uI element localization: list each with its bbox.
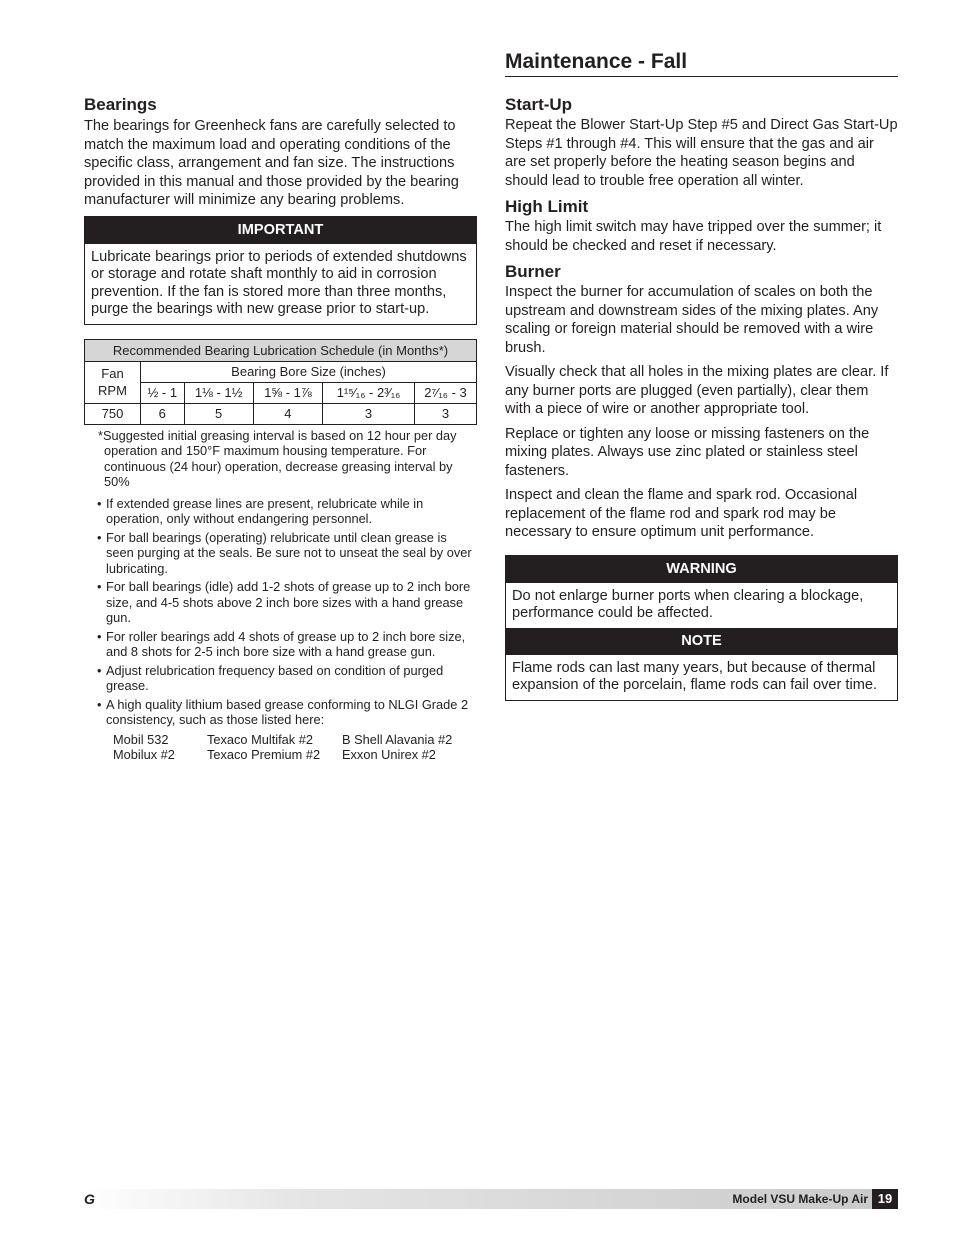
bearings-heading: Bearings: [84, 95, 157, 114]
high-limit-text: The high limit switch may have tripped over the summer; it should be checked and reset if necessary.: [505, 219, 882, 254]
list-item: • A high quality lithium based grease conforming to NLGI Grade 2 consistency, such as those listed here:: [97, 696, 469, 727]
grease-item: Mobilux #2: [113, 747, 175, 762]
bore-size-cell: 1⅛ - 1½: [184, 382, 253, 403]
bore-size-cell: ½ - 1: [141, 382, 185, 403]
grease-item: Exxon Unirex #2: [342, 747, 436, 762]
bearings-text: The bearings for Greenheck fans are carefully selected to match the maximum load and operating conditions of the specific class, arrangement and fan size. The instructions provided in this manual and those provided by the bearing manufacturer will minimize any bearing problems.: [84, 118, 459, 208]
bore-size-cell: 1¹⁵⁄₁₆ - 2³⁄₁₆: [323, 382, 415, 403]
grease-item: B Shell Alavania #2: [342, 731, 453, 747]
warning-note-box: [505, 555, 898, 701]
startup-heading: Start-Up: [505, 95, 573, 114]
important-heading: IMPORTANT: [85, 217, 476, 244]
grease-item: Texaco Premium #2: [207, 747, 321, 762]
burner-paragraph: Visually check that all holes in the mixing plates are clear. If any burner ports are plugged (even partially), clear them with a piece of wire or another appropriate tool.: [505, 364, 889, 417]
bore-size-header: Bearing Bore Size (inches): [141, 361, 477, 382]
grease-list: [113, 732, 477, 763]
high-limit-heading: High Limit: [505, 197, 589, 216]
fan-label: Fan: [101, 366, 124, 381]
grease-item: Mobil 532: [113, 731, 169, 747]
burner-paragraph: Inspect and clean the flame and spark rod. Occasional replacement of the flame rod and spark rod may be necessary to ensure optimum unit performance.: [505, 487, 858, 540]
list-item-text: For ball bearings (operating) relubricate until clean grease is seen purging at the seals. Be sure not to unseat the seal by over lubricating.: [106, 529, 472, 576]
important-box: [84, 216, 477, 325]
rpm-label: RPM: [98, 383, 127, 398]
page-title: Maintenance - Fall: [505, 50, 898, 77]
lubrication-table: [84, 339, 477, 425]
warning-heading: WARNING: [506, 556, 897, 583]
page-footer: [84, 1189, 898, 1209]
startup-text: Repeat the Blower Start-Up Step #5 and Direct Gas Start-Up Steps #1 through #4. This will ensure that the gas and air are set properly before the heating season begins and should lead to trouble free operation all winter.: [505, 117, 898, 189]
list-item-text: If extended grease lines are present, relubricate while in operation, only without endangering personnel.: [106, 495, 424, 526]
list-item: • If extended grease lines are present, relubricate while in operation, only without endangering personnel.: [97, 495, 424, 526]
list-item-text: For ball bearings (idle) add 1-2 shots of grease up to 2 inch bore size, and 4-5 shots above 2 inch bore sizes with a hand grease gun.: [106, 579, 471, 625]
list-item-text: For roller bearings add 4 shots of grease up to 2 inch bore size, and 8 shots for 2-5 inch bore size with a hand grease gun.: [106, 628, 466, 659]
interval-cell: 4: [253, 403, 322, 424]
interval-cell: 6: [141, 403, 185, 424]
grease-item: Texaco Multifak #2: [207, 731, 313, 747]
interval-cell: 3: [415, 403, 477, 424]
list-item-text: A high quality lithium based grease conforming to NLGI Grade 2 consistency, such as those listed here:: [106, 696, 469, 727]
rpm-value-cell: 750: [85, 403, 141, 424]
page-number: 19: [872, 1189, 898, 1209]
right-column: [505, 94, 898, 701]
model-label: Model VSU Make-Up Air: [732, 1192, 868, 1206]
list-item: • For roller bearings add 4 shots of grease up to 2 inch bore size, and 8 shots for 2-5 inch bore size with a hand grease gun.: [97, 628, 466, 659]
burner-paragraph: Replace or tighten any loose or missing fasteners on the mixing plates. Always use zinc plated or stainless steel fasteners.: [505, 425, 870, 479]
list-item: • Adjust relubrication frequency based on condition of purged grease.: [97, 662, 444, 693]
table-caption: Recommended Bearing Lubrication Schedule (in Months*): [85, 339, 477, 361]
interval-cell: 3: [323, 403, 415, 424]
warning-text: Do not enlarge burner ports when clearing a blockage, performance could be affected.: [512, 587, 864, 621]
burner-heading: Burner: [505, 262, 561, 281]
note-text: Flame rods can last many years, but because of thermal expansion of the porcelain, flame rods can fail over time.: [512, 659, 878, 693]
list-item: • For ball bearings (idle) add 1-2 shots of grease up to 2 inch bore size, and 4-5 shots above 2 inch bore sizes with a hand grease gun.: [97, 579, 471, 625]
fan-rpm-header: [85, 361, 141, 403]
note-heading: NOTE: [506, 628, 897, 655]
greenheck-logo: G: [84, 1191, 95, 1207]
left-column: [84, 94, 477, 763]
table-footnote: *Suggested initial greasing interval is based on 12 hour per day operation and 150°F maximum housing temperature. For continuous (24 hour) operation, decrease greasing interval by 50%: [98, 427, 457, 489]
list-item: • For ball bearings (operating) relubricate until clean grease is seen purging at the seals. Be sure not to unseat the seal by over lubricating.: [97, 529, 472, 576]
list-item-text: Adjust relubrication frequency based on condition of purged grease.: [106, 662, 444, 693]
bore-size-cell: 2⁷⁄₁₆ - 3: [415, 382, 477, 403]
important-text: Lubricate bearings prior to periods of extended shutdowns or storage and rotate shaft monthly to aid in corrosion prevention. If the fan is stored more than three months, purge the bearings with new grease prior to start-up.: [91, 248, 467, 317]
lubrication-bullets: [84, 496, 477, 728]
interval-cell: 5: [184, 403, 253, 424]
burner-paragraph: Inspect the burner for accumulation of scales on both the upstream and downstream sides of the mixing plates. Any scaling or foreign material should be removed with a wire brush.: [505, 284, 879, 356]
bore-size-cell: 1⅝ - 1⅞: [253, 382, 322, 403]
